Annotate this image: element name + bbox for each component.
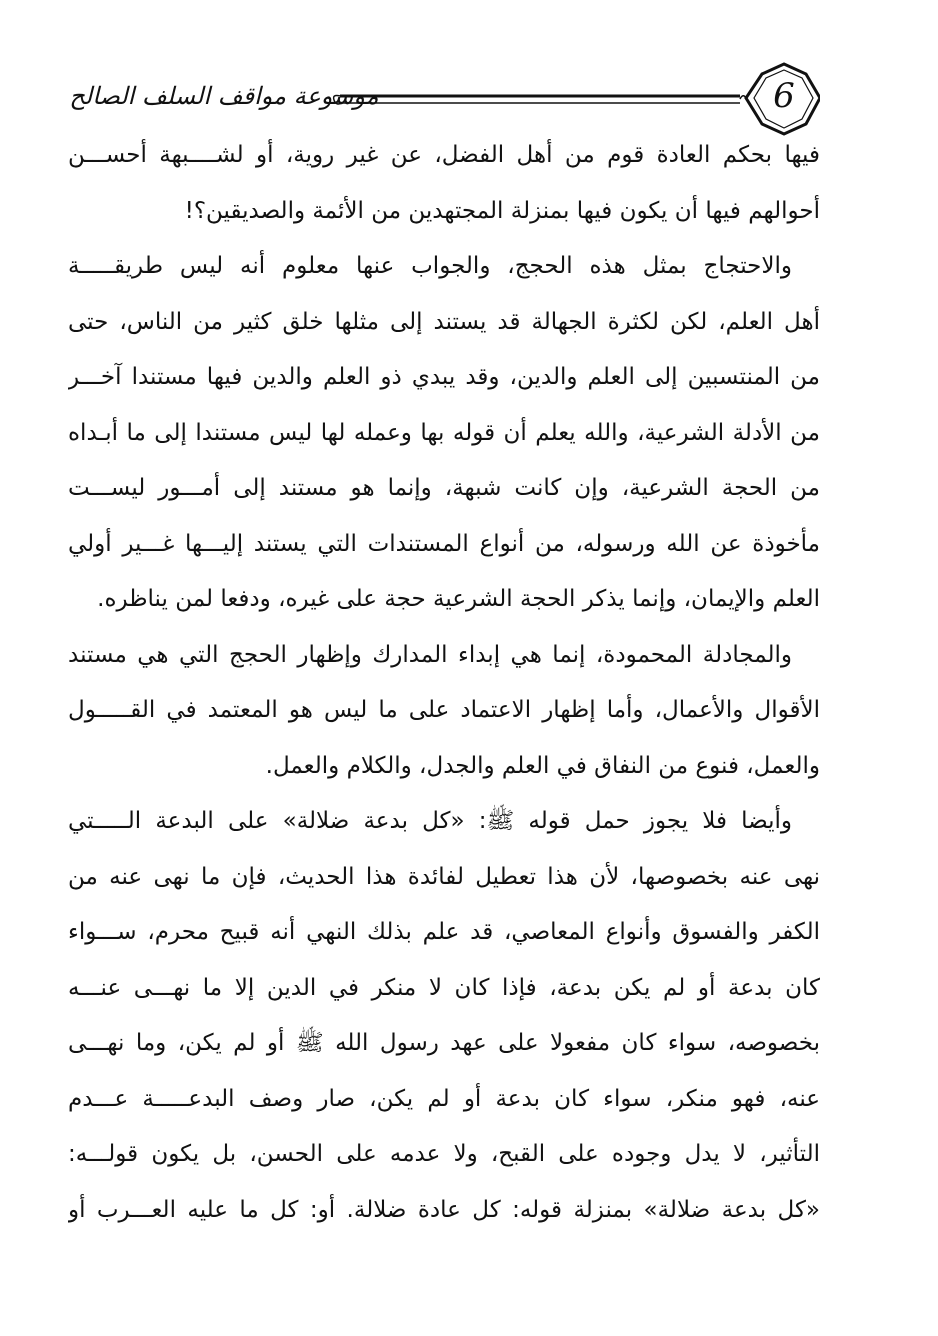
text-line: التأثير، لا يدل وجوده على القبح، ولا عدمه على الحسن، بل يكون قولـــه: <box>68 1141 820 1167</box>
text-line: العلم والإيمان، وإنما يذكر الحجة الشرعية حجة على غيره، ودفعا لمن يناظره. <box>97 586 820 612</box>
text-line: الكفر والفسوق وأنواع المعاصي، قد علم بذلك النهي أنه قبيح محرم، ســـواء <box>68 919 820 945</box>
page-number: 6 <box>773 76 795 116</box>
text-line: والاحتجاج بمثل هذه الحجج، والجواب عنها معلوم أنه ليس طريقـــــة <box>68 253 792 279</box>
text-line: بخصوصه، سواء كان مفعولا على عهد رسول الله ﷺ أو لم يكن، وما نهـــى <box>68 1030 820 1056</box>
text-line: مأخوذة عن الله ورسوله، من أنواع المستندات التي يستند إليـــها غـــير أولي <box>68 530 820 557</box>
text-line: الأقوال والأعمال، وأما إظهار الاعتماد على ما ليس هو المعتمد في القـــــول <box>68 697 820 723</box>
text-line: نهى عنه بخصوصها، لأن هذا تعطيل لفائدة هذا الحديث، فإن ما نهى عنه من <box>68 863 820 890</box>
text-line: أحوالهم فيها أن يكون فيها بمنزلة المجتهدين من الأئمة والصديقين؟! <box>184 197 820 224</box>
text-line: وأيضا فلا يجوز حمل قوله ﷺ: «كل بدعة ضلالة» على البدعة الـــــتي <box>68 808 792 834</box>
text-line: من الحجة الشرعية، وإن كانت شبهة، وإنما هو مستند إلى أمـــور ليســـت <box>68 475 820 501</box>
text-line: أهل العلم، لكن لكثرة الجهالة قد يستند إلى مثلها خلق كثير من الناس، حتى <box>68 308 820 335</box>
text-line: فيها بحكم العادة قوم من أهل الفضل، عن غير روية، أو لشــــبهة أحســـن <box>68 142 820 168</box>
text-line: والمجادلة المحمودة، إنما هي إبداء المدارك وإظهار الحجج التي هي مستند <box>68 641 792 668</box>
body-text <box>68 128 820 1238</box>
text-line: كان بدعة أو لم يكن بدعة، فإذا كان لا منكر في الدين إلا ما نهـــى عنـــه <box>68 974 820 1001</box>
text-line: من المنتسبين إلى العلم والدين، وقد يبدي ذو العلم والدين فيها مستندا آخـــر <box>68 364 820 390</box>
text-line: «كل بدعة ضلالة» بمنزلة قوله: كل عادة ضلالة. أو: كل ما عليه العـــرب أو <box>68 1196 820 1223</box>
page-header <box>40 58 820 138</box>
text-line: والعمل، فنوع من النفاق في العلم والجدل، والكلام والعمل. <box>265 752 820 779</box>
text-line: من الأدلة الشرعية، والله يعلم أن قوله بها وعمله لها ليس مستندا إلى ما أبـداه <box>68 419 820 446</box>
text-line: عنه، فهو منكر، سواء كان بدعة أو لم يكن، صار وصف البدعـــــة عـــدم <box>68 1085 820 1112</box>
book-title: موسوعة مواقف السلف الصالح <box>69 82 379 110</box>
